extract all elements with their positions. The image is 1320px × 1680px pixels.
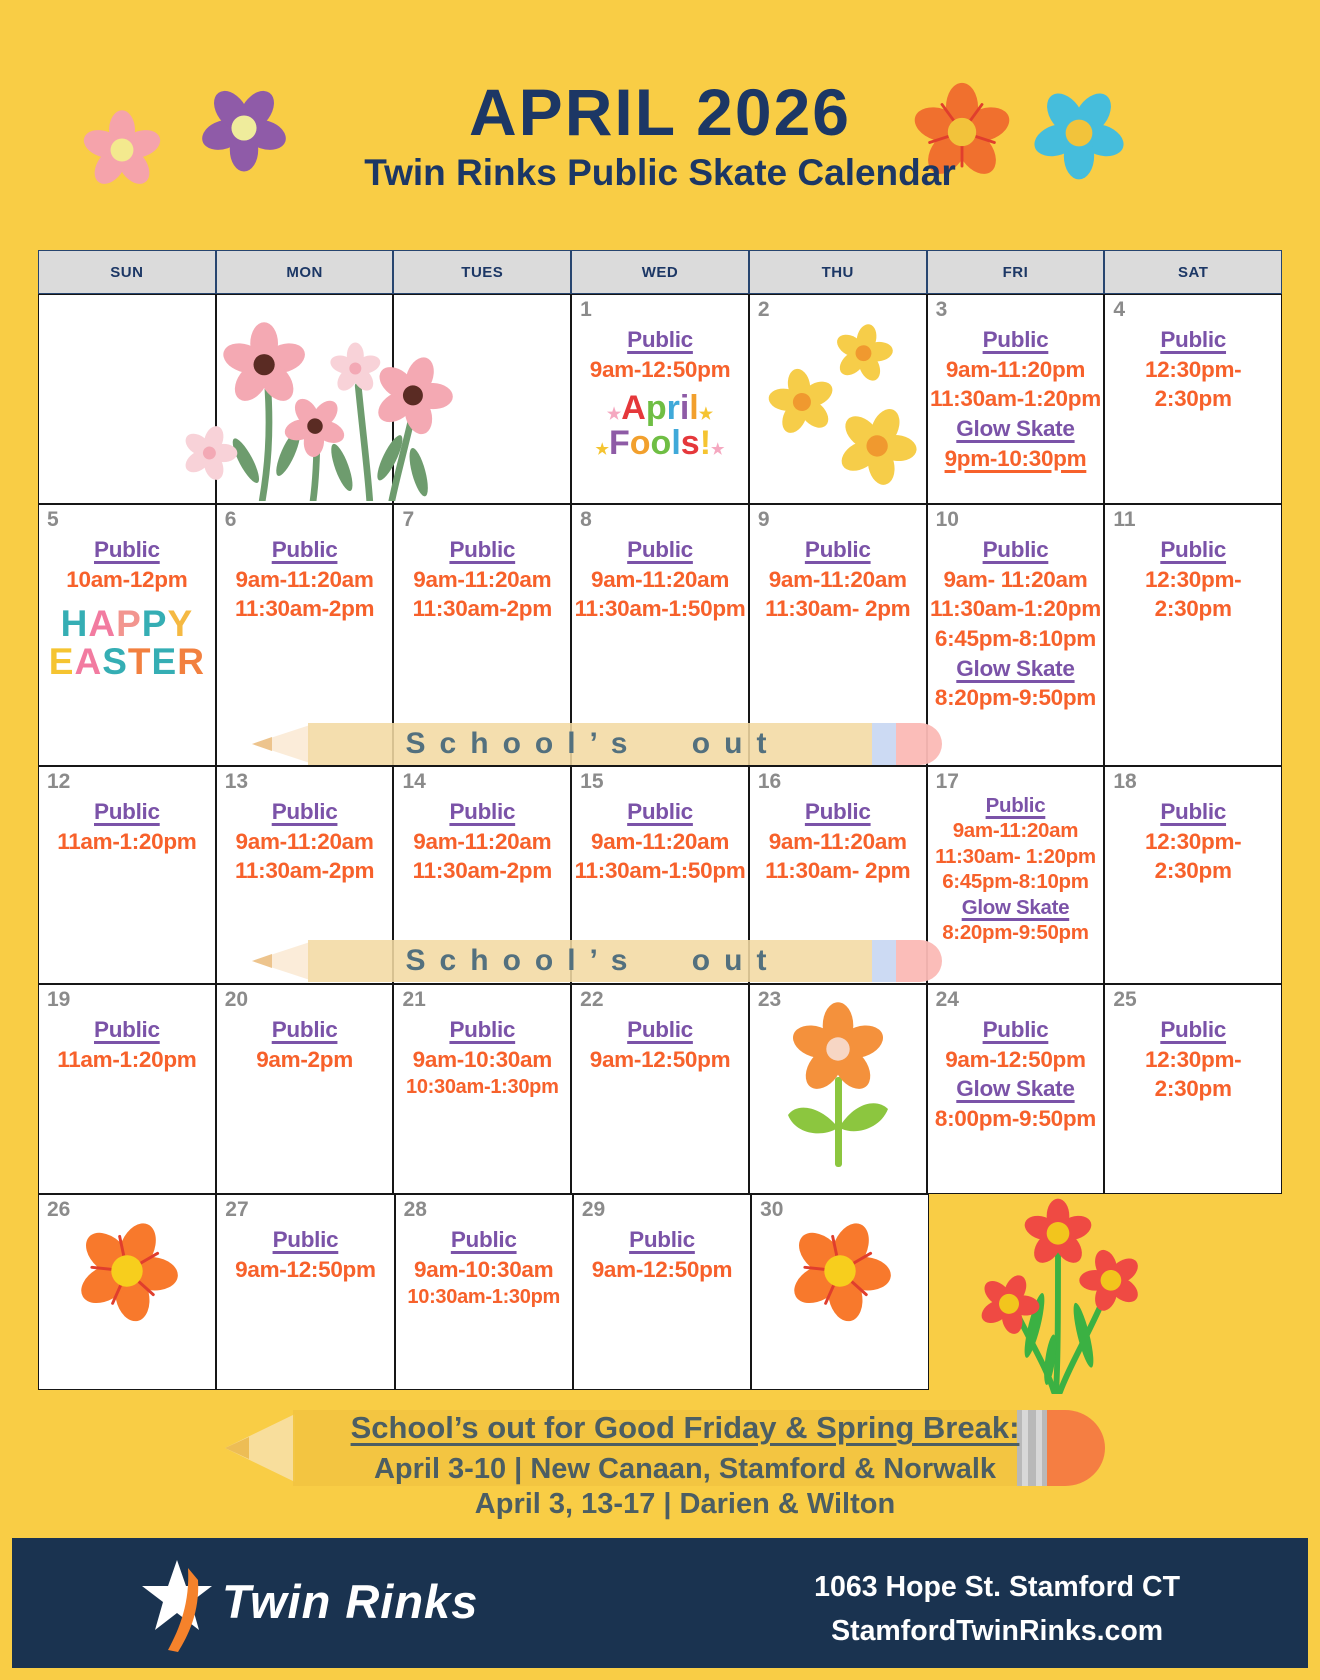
day-number: 21: [402, 988, 426, 1011]
session-line: 12:30pm-: [1144, 828, 1242, 854]
day-number: 22: [580, 988, 604, 1011]
session-line: Glow Skate: [956, 416, 1075, 442]
session-line: Public: [804, 537, 871, 562]
session-line: Public: [271, 537, 338, 562]
session-line: 9am-11:20am: [952, 819, 1079, 843]
calendar-week-row: [38, 984, 1282, 1194]
session-line: 8:20pm-9:50pm: [934, 685, 1097, 711]
skate-sessions: [217, 1225, 393, 1284]
calendar-day-cell-26: [38, 1194, 216, 1390]
day-number: 12: [47, 770, 71, 793]
skate-sessions: [39, 1015, 215, 1074]
calendar-day-cell-4: [1104, 294, 1282, 504]
session-line: Public: [627, 1017, 693, 1042]
calendar-day-cell-17: [927, 766, 1105, 984]
session-line: 11:30am-1:20pm: [930, 386, 1101, 412]
flower-with-stem-icon: [778, 997, 900, 1179]
session-line: Public: [629, 1227, 695, 1252]
twin-rinks-star-logo-icon: [140, 1554, 214, 1659]
skate-sessions: [396, 1225, 572, 1311]
day-header-row: [38, 250, 1282, 294]
day-number: 23: [757, 988, 782, 1011]
skate-sessions: [750, 535, 926, 624]
skate-sessions: [394, 1015, 570, 1101]
session-line: 12:30pm-: [1144, 1046, 1242, 1072]
page-title: APRIL 2026: [469, 75, 851, 149]
day-number: 24: [935, 988, 959, 1011]
session-line: Public: [627, 537, 693, 562]
session-line: 11am-1:20pm: [57, 828, 197, 854]
session-line: 6:45pm-8:10pm: [934, 626, 1097, 652]
session-line: Glow Skate: [956, 1076, 1075, 1102]
calendar-day-cell-5: [38, 504, 216, 766]
skate-sessions: [928, 1015, 1104, 1134]
day-header-mon: MON: [216, 250, 394, 294]
calendar-day-cell: [216, 294, 394, 504]
calendar-day-cell-29: [573, 1194, 751, 1390]
session-line: Public: [1160, 327, 1227, 352]
skate-sessions: [39, 535, 215, 594]
session-line: 9am-11:20am: [235, 566, 374, 592]
session-line: 9am-11:20am: [768, 566, 907, 592]
session-line: Public: [982, 327, 1049, 352]
session-line: 11am-1:20pm: [57, 1046, 197, 1072]
session-line: 11:30am-2pm: [234, 858, 375, 884]
session-line: Public: [449, 799, 516, 824]
calendar-day-cell-10: [927, 504, 1105, 766]
day-header-sat: SAT: [1104, 250, 1282, 294]
calendar-day-cell-3: [927, 294, 1105, 504]
footer-contact: [814, 1565, 1180, 1653]
day-number: 30: [760, 1198, 784, 1221]
schools-out-text: School’s out: [405, 727, 781, 760]
session-line: 9am-2pm: [256, 1046, 353, 1072]
session-line: Public: [94, 799, 160, 824]
session-line: 9am-10:30am: [414, 1256, 554, 1282]
session-line: Public: [272, 1227, 339, 1252]
session-line: 11:30am-1:50pm: [574, 596, 746, 622]
session-line: 2:30pm: [1154, 1076, 1232, 1102]
session-line: 11:30am-2pm: [412, 596, 552, 622]
day-number: 1: [580, 298, 592, 321]
day-number: 16: [757, 770, 782, 793]
session-line: 2:30pm: [1154, 858, 1232, 884]
calendar-day-cell-11: [1104, 504, 1282, 766]
school-break-note: [255, 1410, 1115, 1521]
session-line: 9am-11:20am: [590, 828, 730, 854]
session-line: Public: [94, 1017, 160, 1042]
yellow-flowers-icon: [758, 313, 924, 491]
session-line: Public: [1160, 799, 1227, 824]
skate-sessions: [217, 535, 393, 624]
session-line: 10:30am-1:30pm: [407, 1286, 560, 1309]
day-number: 26: [47, 1198, 71, 1221]
schools-out-banner: [252, 720, 944, 768]
skate-sessions: [394, 797, 570, 886]
day-number: 25: [1113, 988, 1137, 1011]
session-line: 2:30pm: [1154, 386, 1232, 412]
footer-website: StamfordTwinRinks.com: [831, 1615, 1164, 1648]
session-line: 12:30pm-: [1144, 566, 1242, 592]
skate-sessions: [750, 797, 926, 886]
session-line: 2:30pm: [1154, 596, 1232, 622]
calendar-day-cell-27: [216, 1194, 394, 1390]
session-line: 9am-12:50pm: [235, 1256, 376, 1282]
skate-sessions: [1105, 797, 1281, 886]
day-number: 8: [580, 508, 592, 531]
day-number: 11: [1113, 508, 1136, 531]
day-number: 20: [224, 988, 249, 1011]
session-line: 6:45pm-8:10pm: [942, 870, 1089, 894]
session-line: 11:30am-1:20pm: [930, 596, 1101, 622]
day-number: 13: [224, 770, 249, 793]
session-line: 11:30am-1:50pm: [574, 858, 746, 884]
calendar-day-cell-1: [571, 294, 749, 504]
session-line: 9am-11:20pm: [945, 356, 1086, 382]
session-line: 9am-10:30am: [412, 1046, 552, 1072]
session-line: 9am- 11:20am: [943, 566, 1088, 592]
orange-flower-icon: [73, 1217, 181, 1325]
schools-out-banner: [252, 937, 944, 985]
calendar-day-cell-30: [751, 1194, 929, 1390]
session-line: 9am-11:20am: [235, 828, 374, 854]
session-line: 11:30am- 2pm: [765, 596, 911, 622]
session-line: Public: [627, 327, 693, 352]
session-line: Public: [982, 1017, 1049, 1042]
session-line: 11:30am-2pm: [234, 596, 375, 622]
day-header-tues: TUES: [393, 250, 571, 294]
skate-sessions: [572, 325, 748, 384]
skate-sessions: [572, 535, 748, 624]
session-line: 9am-11:20am: [413, 566, 552, 592]
session-line: Glow Skate: [961, 895, 1070, 919]
skate-sessions: [1105, 535, 1281, 624]
session-line: 9am-11:20am: [590, 566, 730, 592]
skate-sessions: [394, 535, 570, 624]
day-number: 7: [402, 508, 415, 531]
brand-name: Twin Rinks: [222, 1575, 479, 1628]
pink-bouquet-icon: [165, 309, 465, 501]
day-number: 14: [402, 770, 426, 793]
session-line: 10am-12pm: [66, 566, 188, 592]
calendar-day-cell-28: [395, 1194, 573, 1390]
session-line: Public: [271, 1017, 338, 1042]
april-fools-art: ★April★ ★Fools!★: [595, 389, 725, 462]
calendar-day-cell-12: [38, 766, 216, 984]
session-line: Public: [1160, 537, 1227, 562]
red-bouquet-icon: [962, 1198, 1154, 1399]
day-header-wed: WED: [571, 250, 749, 294]
day-number: 5: [47, 508, 59, 531]
footer-address: 1063 Hope St. Stamford CT: [814, 1571, 1180, 1603]
calendar-day-cell-22: [571, 984, 749, 1194]
session-line: 9am-12:50pm: [945, 1046, 1086, 1072]
day-number: 2: [757, 298, 770, 321]
session-line: Public: [804, 799, 871, 824]
day-number: 4: [1113, 298, 1125, 321]
day-number: 17: [935, 770, 959, 793]
day-number: 15: [580, 770, 604, 793]
session-line: 9am-11:20am: [768, 828, 907, 854]
skate-sessions: [1105, 325, 1281, 414]
skate-sessions: [928, 793, 1104, 945]
calendar-day-cell-21: [393, 984, 571, 1194]
day-number: 9: [757, 508, 770, 531]
calendar-day-cell-19: [38, 984, 216, 1194]
session-line: Public: [450, 1227, 517, 1252]
footer-bar: [12, 1538, 1308, 1668]
skate-sessions: [574, 1225, 750, 1284]
session-line: Glow Skate: [956, 655, 1075, 681]
session-line: 9pm-10:30pm: [944, 445, 1087, 471]
session-line: Public: [627, 799, 693, 824]
happy-easter-art: HAPPY EASTER: [48, 603, 205, 682]
day-number: 29: [581, 1198, 606, 1221]
day-number: 28: [403, 1198, 427, 1221]
session-line: 11:30am- 1:20pm: [935, 844, 1096, 868]
day-number: 19: [47, 988, 71, 1011]
calendar-day-cell-23: [749, 984, 927, 1194]
session-line: Public: [94, 537, 160, 562]
session-line: Public: [1160, 1017, 1227, 1042]
day-header-fri: FRI: [927, 250, 1105, 294]
day-header-sun: SUN: [38, 250, 216, 294]
skate-sessions: [572, 797, 748, 886]
session-line: Public: [982, 537, 1049, 562]
calendar-week-row: [38, 294, 1282, 504]
session-line: 11:30am- 2pm: [765, 858, 911, 884]
day-number: 18: [1113, 770, 1137, 793]
note-line2: April 3-10 | New Canaan, Stamford & Norwalk: [373, 1453, 997, 1485]
calendar-day-cell-25: [1104, 984, 1282, 1194]
orange-flower-icon: [786, 1217, 894, 1325]
day-number: 10: [935, 508, 959, 531]
day-number: 3: [935, 298, 948, 321]
session-line: 8:00pm-9:50pm: [934, 1106, 1097, 1132]
session-line: 11:30am-2pm: [412, 858, 552, 884]
session-line: 9am-11:20am: [413, 828, 552, 854]
skate-sessions: [928, 325, 1104, 473]
note-line3: April 3, 13-17 | Darien & Wilton: [474, 1488, 896, 1520]
calendar-day-cell-20: [216, 984, 394, 1194]
session-line: 8:20pm-9:50pm: [942, 921, 1089, 945]
day-header-thu: THU: [749, 250, 927, 294]
session-line: Public: [449, 1017, 516, 1042]
calendar-day-cell-18: [1104, 766, 1282, 984]
session-line: Public: [449, 537, 516, 562]
skate-sessions: [39, 797, 215, 856]
session-line: 12:30pm-: [1144, 356, 1242, 382]
session-line: Public: [985, 794, 1046, 817]
session-line: Public: [271, 799, 338, 824]
schools-out-text: School’s out: [405, 944, 781, 977]
session-line: 9am-12:50pm: [589, 356, 731, 382]
calendar-day-cell-24: [927, 984, 1105, 1194]
session-line: 9am-12:50pm: [591, 1256, 733, 1282]
day-number: 27: [225, 1198, 249, 1221]
session-line: 10:30am-1:30pm: [406, 1076, 559, 1099]
day-number: 6: [224, 508, 237, 531]
page-subtitle: Twin Rinks Public Skate Calendar: [364, 152, 956, 193]
skate-sessions: [928, 535, 1104, 713]
skate-sessions: [1105, 1015, 1281, 1104]
calendar-day-cell-2: [749, 294, 927, 504]
skate-sessions: [217, 797, 393, 886]
session-line: 9am-12:50pm: [589, 1046, 731, 1072]
skate-sessions: [572, 1015, 748, 1074]
note-title: School’s out for Good Friday & Spring Break:: [350, 1410, 1020, 1445]
skate-sessions: [217, 1015, 393, 1074]
